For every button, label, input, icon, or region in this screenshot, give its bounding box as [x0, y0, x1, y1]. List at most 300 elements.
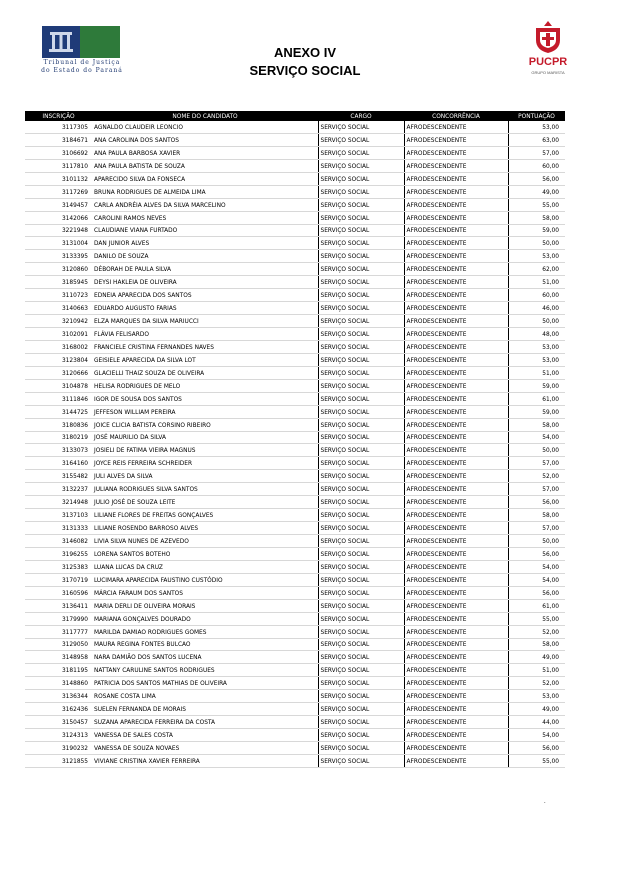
title-line1: ANEXO IV: [273, 45, 337, 60]
table-row: [25, 172, 565, 185]
cell-inscricao: 3221948: [25, 224, 92, 237]
cell-nome: DEYSI HAKLEIA DE OLIVEIRA: [92, 276, 318, 289]
cell-nome: LORENA SANTOS BOTEHO: [92, 547, 318, 560]
cell-pontuacao: 55,00: [508, 754, 565, 767]
cell-inscricao: 3111846: [25, 392, 92, 405]
table-row: [25, 703, 565, 716]
cell-inscricao: 3131333: [25, 522, 92, 535]
cell-concorrencia: AFRODESCENDENTE: [404, 392, 508, 405]
cell-nome: JOSIELI DE FATIMA VIEIRA MAGNUS: [92, 444, 318, 457]
table-row: [25, 470, 565, 483]
cell-pontuacao: 52,00: [508, 470, 565, 483]
cell-cargo: SERVIÇO SOCIAL: [318, 470, 404, 483]
pucpr-tagline: GRUPO MARISTA: [531, 70, 565, 75]
cell-nome: AGNALDO CLAUDEIR LEONCIO: [92, 121, 318, 133]
cell-pontuacao: 53,00: [508, 353, 565, 366]
cell-pontuacao: 62,00: [508, 263, 565, 276]
cell-pontuacao: 60,00: [508, 159, 565, 172]
cell-cargo: SERVIÇO SOCIAL: [318, 729, 404, 742]
cell-inscricao: 3125383: [25, 560, 92, 573]
cell-concorrencia: AFRODESCENDENTE: [404, 379, 508, 392]
cell-nome: SUZANA APARECIDA FERREIRA DA COSTA: [92, 716, 318, 729]
table-row: [25, 289, 565, 302]
cell-cargo: SERVIÇO SOCIAL: [318, 379, 404, 392]
cell-pontuacao: 57,00: [508, 522, 565, 535]
table-row: [25, 211, 565, 224]
table-row: [25, 250, 565, 263]
cell-cargo: SERVIÇO SOCIAL: [318, 586, 404, 599]
cell-inscricao: 3146082: [25, 535, 92, 548]
cell-inscricao: 3120666: [25, 366, 92, 379]
cell-nome: NARA DAMIÃO DOS SANTOS LUCENA: [92, 651, 318, 664]
table-row: [25, 535, 565, 548]
cell-inscricao: 3185945: [25, 276, 92, 289]
cell-pontuacao: 50,00: [508, 315, 565, 328]
cell-nome: DAN JUNIOR ALVES: [92, 237, 318, 250]
cell-nome: JULI ALVES DA SILVA: [92, 470, 318, 483]
cell-pontuacao: 57,00: [508, 146, 565, 159]
table-row: [25, 263, 565, 276]
cell-concorrencia: AFRODESCENDENTE: [404, 664, 508, 677]
cell-inscricao: 3149457: [25, 198, 92, 211]
cell-nome: LILIANE FLORES DE FREITAS GONÇALVES: [92, 509, 318, 522]
table-row: [25, 522, 565, 535]
cell-concorrencia: AFRODESCENDENTE: [404, 612, 508, 625]
cell-pontuacao: 61,00: [508, 392, 565, 405]
table-row: [25, 560, 565, 573]
table-row: [25, 742, 565, 755]
cell-nome: DANILO DE SOUZA: [92, 250, 318, 263]
cell-pontuacao: 49,00: [508, 651, 565, 664]
cell-cargo: SERVIÇO SOCIAL: [318, 703, 404, 716]
cell-concorrencia: AFRODESCENDENTE: [404, 535, 508, 548]
cell-inscricao: 3129050: [25, 638, 92, 651]
header-nome: NOME DO CANDIDATO: [92, 111, 318, 121]
table-row: [25, 121, 565, 133]
cell-cargo: SERVIÇO SOCIAL: [318, 535, 404, 548]
table-row: [25, 444, 565, 457]
cell-concorrencia: AFRODESCENDENTE: [404, 444, 508, 457]
table-row: [25, 379, 565, 392]
cell-cargo: SERVIÇO SOCIAL: [318, 496, 404, 509]
cell-pontuacao: 49,00: [508, 703, 565, 716]
header-concorrencia: CONCORRÊNCIA: [404, 111, 508, 121]
cell-pontuacao: 50,00: [508, 237, 565, 250]
cell-concorrencia: AFRODESCENDENTE: [404, 547, 508, 560]
table-row: [25, 302, 565, 315]
table-row: [25, 496, 565, 509]
cell-concorrencia: AFRODESCENDENTE: [404, 483, 508, 496]
cell-concorrencia: AFRODESCENDENTE: [404, 716, 508, 729]
cell-concorrencia: AFRODESCENDENTE: [404, 754, 508, 767]
cell-nome: IGOR DE SOUSA DOS SANTOS: [92, 392, 318, 405]
cell-inscricao: 3184671: [25, 133, 92, 146]
cell-inscricao: 3190232: [25, 742, 92, 755]
cell-nome: APARECIDO SILVA DA FONSECA: [92, 172, 318, 185]
cell-concorrencia: AFRODESCENDENTE: [404, 250, 508, 263]
cell-inscricao: 3123804: [25, 353, 92, 366]
cell-nome: JOICE CLICIA BATISTA CORSINO RIBEIRO: [92, 418, 318, 431]
cell-inscricao: 3180836: [25, 418, 92, 431]
cell-inscricao: 3164160: [25, 457, 92, 470]
cell-inscricao: 3140663: [25, 302, 92, 315]
cell-pontuacao: 51,00: [508, 664, 565, 677]
cell-pontuacao: 59,00: [508, 405, 565, 418]
cell-nome: FRANCIELE CRISTINA FERNANDES NAVES: [92, 340, 318, 353]
cell-inscricao: 3117305: [25, 121, 92, 133]
cell-concorrencia: AFRODESCENDENTE: [404, 133, 508, 146]
table-row: [25, 146, 565, 159]
cell-cargo: SERVIÇO SOCIAL: [318, 315, 404, 328]
cell-inscricao: 3210942: [25, 315, 92, 328]
cell-concorrencia: AFRODESCENDENTE: [404, 159, 508, 172]
cell-pontuacao: 51,00: [508, 366, 565, 379]
cell-cargo: SERVIÇO SOCIAL: [318, 198, 404, 211]
cell-concorrencia: AFRODESCENDENTE: [404, 573, 508, 586]
cell-cargo: SERVIÇO SOCIAL: [318, 289, 404, 302]
cell-concorrencia: AFRODESCENDENTE: [404, 677, 508, 690]
cell-concorrencia: AFRODESCENDENTE: [404, 276, 508, 289]
cell-cargo: SERVIÇO SOCIAL: [318, 353, 404, 366]
header-inscricao: INSCRIÇÃO: [25, 111, 92, 121]
table-row: [25, 340, 565, 353]
cell-pontuacao: 56,00: [508, 547, 565, 560]
cell-cargo: SERVIÇO SOCIAL: [318, 250, 404, 263]
cell-concorrencia: AFRODESCENDENTE: [404, 729, 508, 742]
cell-concorrencia: AFRODESCENDENTE: [404, 703, 508, 716]
cell-pontuacao: 58,00: [508, 211, 565, 224]
cell-inscricao: 3136411: [25, 599, 92, 612]
cell-inscricao: 3150457: [25, 716, 92, 729]
cell-nome: ELZA MARQUES DA SILVA MARIUCCI: [92, 315, 318, 328]
title-line2: SERVIÇO SOCIAL: [249, 63, 361, 78]
table-row: [25, 690, 565, 703]
cell-pontuacao: 48,00: [508, 328, 565, 341]
cell-concorrencia: AFRODESCENDENTE: [404, 651, 508, 664]
table-row: [25, 651, 565, 664]
cell-cargo: SERVIÇO SOCIAL: [318, 366, 404, 379]
cell-inscricao: 3117810: [25, 159, 92, 172]
cell-concorrencia: AFRODESCENDENTE: [404, 146, 508, 159]
cell-nome: EDNEIA APARECIDA DOS SANTOS: [92, 289, 318, 302]
tjpr-caption-line2: do Estado do Paraná: [41, 67, 123, 74]
cell-concorrencia: AFRODESCENDENTE: [404, 172, 508, 185]
cell-nome: MÁRCIA FARAUM DOS SANTOS: [92, 586, 318, 599]
cell-concorrencia: AFRODESCENDENTE: [404, 638, 508, 651]
cell-concorrencia: AFRODESCENDENTE: [404, 496, 508, 509]
cell-nome: BRUNA RODRIGUES DE ALMEIDA LIMA: [92, 185, 318, 198]
cell-cargo: SERVIÇO SOCIAL: [318, 276, 404, 289]
table-row: [25, 276, 565, 289]
cell-cargo: SERVIÇO SOCIAL: [318, 483, 404, 496]
cell-cargo: SERVIÇO SOCIAL: [318, 418, 404, 431]
cell-pontuacao: 52,00: [508, 677, 565, 690]
cell-pontuacao: 44,00: [508, 716, 565, 729]
cell-cargo: SERVIÇO SOCIAL: [318, 237, 404, 250]
cell-pontuacao: 56,00: [508, 172, 565, 185]
table-row: [25, 159, 565, 172]
cell-inscricao: 3110723: [25, 289, 92, 302]
cell-inscricao: 3148958: [25, 651, 92, 664]
cell-concorrencia: AFRODESCENDENTE: [404, 742, 508, 755]
cell-pontuacao: 57,00: [508, 457, 565, 470]
cell-nome: LILIANE ROSENDO BARROSO ALVES: [92, 522, 318, 535]
cell-nome: MARIANA GONÇALVES DOURADO: [92, 612, 318, 625]
cell-cargo: SERVIÇO SOCIAL: [318, 159, 404, 172]
cell-nome: LUCIMARA APARECIDA FAUSTINO CUSTÓDIO: [92, 573, 318, 586]
table-row: [25, 133, 565, 146]
cell-nome: SUELEN FERNANDA DE MORAIS: [92, 703, 318, 716]
cell-pontuacao: 54,00: [508, 573, 565, 586]
cell-cargo: SERVIÇO SOCIAL: [318, 328, 404, 341]
cell-pontuacao: 57,00: [508, 483, 565, 496]
cell-nome: JEFFESON WILLIAM PEREIRA: [92, 405, 318, 418]
cell-cargo: SERVIÇO SOCIAL: [318, 612, 404, 625]
cell-cargo: SERVIÇO SOCIAL: [318, 677, 404, 690]
cell-concorrencia: AFRODESCENDENTE: [404, 185, 508, 198]
cell-pontuacao: 55,00: [508, 198, 565, 211]
cell-cargo: SERVIÇO SOCIAL: [318, 716, 404, 729]
results-table: [25, 111, 565, 768]
cell-nome: ANA PAULA BATISTA DE SOUZA: [92, 159, 318, 172]
cell-concorrencia: AFRODESCENDENTE: [404, 405, 508, 418]
cell-pontuacao: 63,00: [508, 133, 565, 146]
cell-inscricao: 3104878: [25, 379, 92, 392]
cell-pontuacao: 56,00: [508, 586, 565, 599]
cell-inscricao: 3121855: [25, 754, 92, 767]
cell-concorrencia: AFRODESCENDENTE: [404, 690, 508, 703]
cell-inscricao: 3196255: [25, 547, 92, 560]
cell-inscricao: 3144725: [25, 405, 92, 418]
cell-cargo: SERVIÇO SOCIAL: [318, 599, 404, 612]
cell-concorrencia: AFRODESCENDENTE: [404, 418, 508, 431]
cell-nome: ROSANE COSTA LIMA: [92, 690, 318, 703]
table-row: [25, 573, 565, 586]
table-row: [25, 224, 565, 237]
table-row: [25, 677, 565, 690]
table-row: [25, 599, 565, 612]
cell-pontuacao: 59,00: [508, 224, 565, 237]
cell-concorrencia: AFRODESCENDENTE: [404, 237, 508, 250]
table-row: [25, 457, 565, 470]
cell-pontuacao: 51,00: [508, 276, 565, 289]
cell-concorrencia: AFRODESCENDENTE: [404, 211, 508, 224]
table-row: [25, 353, 565, 366]
cell-concorrencia: AFRODESCENDENTE: [404, 121, 508, 133]
cell-nome: LUANA LUCAS DA CRUZ: [92, 560, 318, 573]
table-row: [25, 328, 565, 341]
cell-nome: HELISA RODRIGUES DE MELO: [92, 379, 318, 392]
cell-cargo: SERVIÇO SOCIAL: [318, 509, 404, 522]
cell-cargo: SERVIÇO SOCIAL: [318, 664, 404, 677]
cell-pontuacao: 59,00: [508, 379, 565, 392]
cell-inscricao: 3137103: [25, 509, 92, 522]
cell-concorrencia: AFRODESCENDENTE: [404, 198, 508, 211]
cell-inscricao: 3133073: [25, 444, 92, 457]
cell-pontuacao: 58,00: [508, 418, 565, 431]
cell-pontuacao: 53,00: [508, 121, 565, 133]
table-row: [25, 418, 565, 431]
cell-cargo: SERVIÇO SOCIAL: [318, 392, 404, 405]
table-row: [25, 547, 565, 560]
table-row: [25, 638, 565, 651]
cell-inscricao: 3181195: [25, 664, 92, 677]
cell-cargo: SERVIÇO SOCIAL: [318, 302, 404, 315]
table-row: [25, 716, 565, 729]
cell-cargo: SERVIÇO SOCIAL: [318, 742, 404, 755]
cell-pontuacao: 54,00: [508, 729, 565, 742]
table-row: [25, 586, 565, 599]
cell-cargo: SERVIÇO SOCIAL: [318, 651, 404, 664]
cell-concorrencia: AFRODESCENDENTE: [404, 431, 508, 444]
cell-concorrencia: AFRODESCENDENTE: [404, 328, 508, 341]
cell-nome: LIVIA SILVA NUNES DE AZEVEDO: [92, 535, 318, 548]
cell-concorrencia: AFRODESCENDENTE: [404, 289, 508, 302]
cell-cargo: SERVIÇO SOCIAL: [318, 522, 404, 535]
table-row: [25, 729, 565, 742]
cell-inscricao: 3133395: [25, 250, 92, 263]
table-row: [25, 392, 565, 405]
cell-inscricao: 3136344: [25, 690, 92, 703]
cell-cargo: SERVIÇO SOCIAL: [318, 185, 404, 198]
cell-pontuacao: 56,00: [508, 496, 565, 509]
cell-pontuacao: 52,00: [508, 625, 565, 638]
cell-nome: FLÁVIA FELISARDO: [92, 328, 318, 341]
cell-cargo: SERVIÇO SOCIAL: [318, 431, 404, 444]
cell-nome: EDUARDO AUGUSTO FARIAS: [92, 302, 318, 315]
cell-inscricao: 3101132: [25, 172, 92, 185]
cell-inscricao: 3102091: [25, 328, 92, 341]
cell-concorrencia: AFRODESCENDENTE: [404, 353, 508, 366]
cell-cargo: SERVIÇO SOCIAL: [318, 457, 404, 470]
table-row: [25, 612, 565, 625]
cell-pontuacao: 54,00: [508, 560, 565, 573]
cell-inscricao: 3117269: [25, 185, 92, 198]
cell-cargo: SERVIÇO SOCIAL: [318, 638, 404, 651]
table-row: [25, 509, 565, 522]
cell-nome: PATRICIA DOS SANTOS MATHIAS DE OLIVEIRA: [92, 677, 318, 690]
cell-nome: GEISIELE APARECIDA DA SILVA LOT: [92, 353, 318, 366]
cell-concorrencia: AFRODESCENDENTE: [404, 625, 508, 638]
cell-inscricao: 3124313: [25, 729, 92, 742]
page-mark: .: [544, 799, 546, 805]
cell-pontuacao: 54,00: [508, 431, 565, 444]
table-row: [25, 431, 565, 444]
table-header-row: [25, 111, 565, 121]
header-cargo: CARGO: [318, 111, 404, 121]
cell-cargo: SERVIÇO SOCIAL: [318, 573, 404, 586]
cell-inscricao: 3214948: [25, 496, 92, 509]
table-row: [25, 664, 565, 677]
cell-cargo: SERVIÇO SOCIAL: [318, 224, 404, 237]
cell-pontuacao: 50,00: [508, 444, 565, 457]
cell-concorrencia: AFRODESCENDENTE: [404, 315, 508, 328]
cell-cargo: SERVIÇO SOCIAL: [318, 340, 404, 353]
cell-nome: VIVIANE CRISTINA XAVIER FERREIRA: [92, 754, 318, 767]
cell-nome: NATTANY CARULINE SANTOS RODRIGUES: [92, 664, 318, 677]
cell-cargo: SERVIÇO SOCIAL: [318, 625, 404, 638]
cell-pontuacao: 53,00: [508, 250, 565, 263]
cell-cargo: SERVIÇO SOCIAL: [318, 754, 404, 767]
cell-cargo: SERVIÇO SOCIAL: [318, 172, 404, 185]
cell-cargo: SERVIÇO SOCIAL: [318, 263, 404, 276]
cell-inscricao: 3168002: [25, 340, 92, 353]
cell-nome: GLACIELLI THAIZ SOUZA DE OLIVEIRA: [92, 366, 318, 379]
cell-nome: JULIANA RODRIGUES SILVA SANTOS: [92, 483, 318, 496]
cell-pontuacao: 50,00: [508, 535, 565, 548]
table-row: [25, 198, 565, 211]
cell-cargo: SERVIÇO SOCIAL: [318, 211, 404, 224]
cell-nome: MARILDA DAMIAO RODRIGUES GOMES: [92, 625, 318, 638]
table-body: [25, 121, 565, 767]
cell-nome: JULIO JOSÉ DE SOUZA LEITE: [92, 496, 318, 509]
cell-pontuacao: 53,00: [508, 340, 565, 353]
cell-concorrencia: AFRODESCENDENTE: [404, 224, 508, 237]
cell-cargo: SERVIÇO SOCIAL: [318, 133, 404, 146]
cell-inscricao: 3160596: [25, 586, 92, 599]
cell-concorrencia: AFRODESCENDENTE: [404, 509, 508, 522]
table-row: [25, 366, 565, 379]
cell-concorrencia: AFRODESCENDENTE: [404, 586, 508, 599]
cell-pontuacao: 58,00: [508, 509, 565, 522]
cell-cargo: SERVIÇO SOCIAL: [318, 146, 404, 159]
cell-cargo: SERVIÇO SOCIAL: [318, 444, 404, 457]
cell-nome: MAURA REGINA FONTES BULCAO: [92, 638, 318, 651]
cell-nome: CARLA ANDRÉIA ALVES DA SILVA MARCELINO: [92, 198, 318, 211]
cell-pontuacao: 49,00: [508, 185, 565, 198]
table-row: [25, 237, 565, 250]
cell-inscricao: 3148860: [25, 677, 92, 690]
cell-pontuacao: 60,00: [508, 289, 565, 302]
cell-cargo: SERVIÇO SOCIAL: [318, 405, 404, 418]
cell-pontuacao: 55,00: [508, 612, 565, 625]
tjpr-caption-line1: Tribunal de Justiça: [43, 59, 121, 66]
cell-inscricao: 3170719: [25, 573, 92, 586]
cell-cargo: SERVIÇO SOCIAL: [318, 121, 404, 133]
header-pontuacao: PONTUAÇÃO: [508, 111, 565, 121]
cell-inscricao: 3131004: [25, 237, 92, 250]
cell-concorrencia: AFRODESCENDENTE: [404, 457, 508, 470]
cell-nome: VANESSA DE SALES COSTA: [92, 729, 318, 742]
cell-nome: JOYCE REIS FERREIRA SCHREIDER: [92, 457, 318, 470]
cell-inscricao: 3180219: [25, 431, 92, 444]
cell-nome: VANESSA DE SOUZA NOVAES: [92, 742, 318, 755]
cell-concorrencia: AFRODESCENDENTE: [404, 560, 508, 573]
cell-concorrencia: AFRODESCENDENTE: [404, 302, 508, 315]
cell-nome: JOSÉ MAURILIO DA SILVA: [92, 431, 318, 444]
cell-nome: DÉBORAH DE PAULA SILVA: [92, 263, 318, 276]
cell-concorrencia: AFRODESCENDENTE: [404, 522, 508, 535]
cell-concorrencia: AFRODESCENDENTE: [404, 470, 508, 483]
cell-nome: ANA PAULA BARBOSA XAVIER: [92, 146, 318, 159]
cell-pontuacao: 53,00: [508, 690, 565, 703]
table-row: [25, 754, 565, 767]
cell-concorrencia: AFRODESCENDENTE: [404, 340, 508, 353]
cell-concorrencia: AFRODESCENDENTE: [404, 599, 508, 612]
cell-nome: MARIA DERLI DE OLIVEIRA MORAIS: [92, 599, 318, 612]
table-row: [25, 405, 565, 418]
pucpr-brand: PUCPR: [528, 56, 568, 68]
cell-nome: ANA CAROLINA DOS SANTOS: [92, 133, 318, 146]
cell-cargo: SERVIÇO SOCIAL: [318, 560, 404, 573]
cell-inscricao: 3155482: [25, 470, 92, 483]
cell-concorrencia: AFRODESCENDENTE: [404, 366, 508, 379]
cell-pontuacao: 58,00: [508, 638, 565, 651]
cell-concorrencia: AFRODESCENDENTE: [404, 263, 508, 276]
page-title: [0, 44, 610, 80]
cell-pontuacao: 61,00: [508, 599, 565, 612]
cell-inscricao: 3142066: [25, 211, 92, 224]
